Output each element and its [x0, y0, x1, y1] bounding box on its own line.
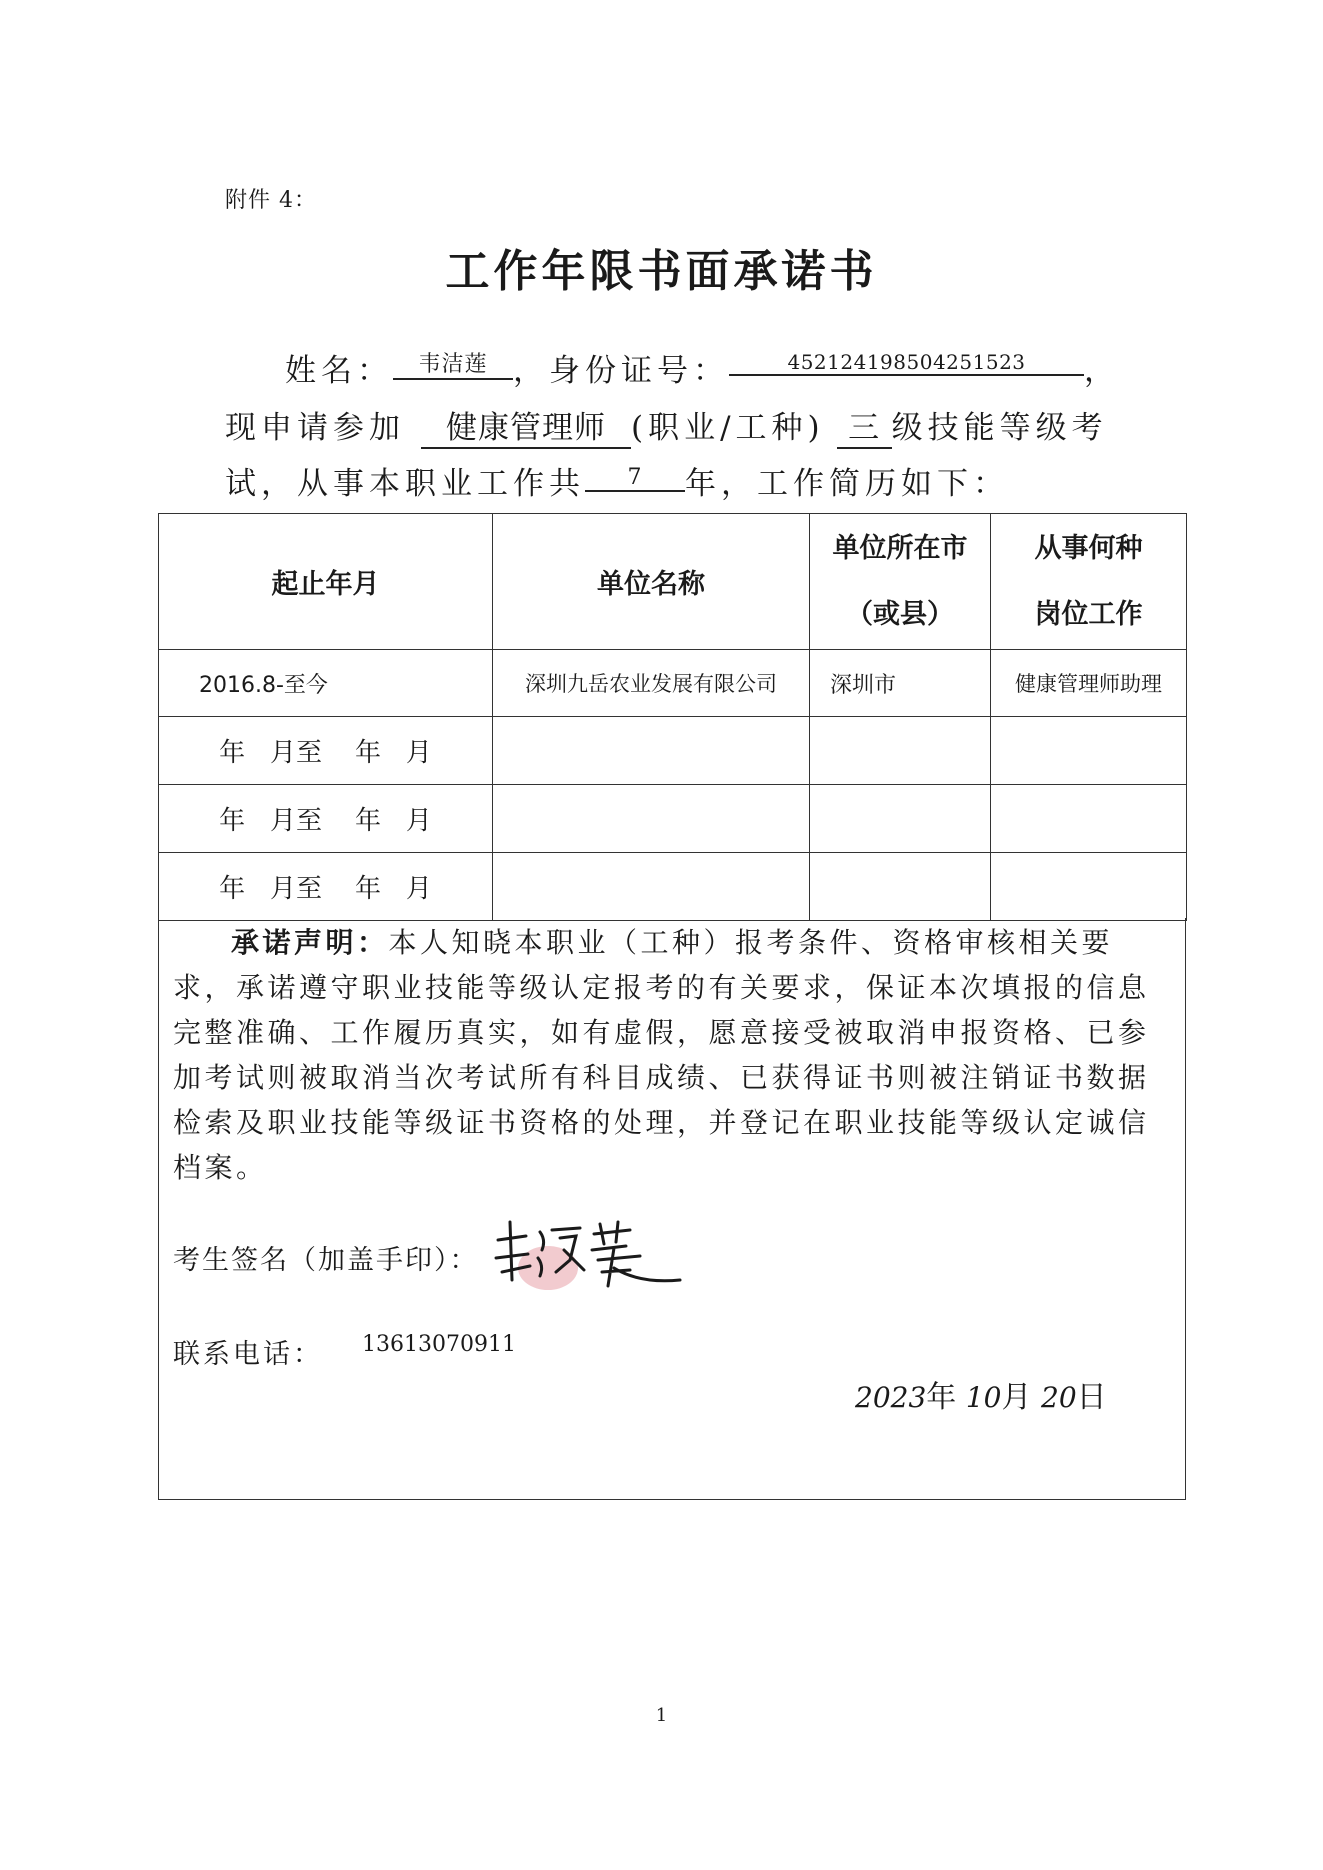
- name-value: 韦洁莲: [418, 352, 488, 377]
- date-day: 20: [1041, 1381, 1077, 1414]
- cell-period[interactable]: 年 月至 年 月: [159, 717, 493, 785]
- level-suffix: 级技能等级考: [891, 410, 1108, 446]
- cell-city[interactable]: [810, 853, 991, 921]
- years-field[interactable]: [585, 465, 685, 492]
- name-field[interactable]: [393, 347, 513, 380]
- form-line-occupation: [225, 402, 1108, 449]
- cell-company[interactable]: [493, 717, 810, 785]
- occupation-suffix: (职业/工种): [631, 410, 825, 446]
- header-period: 起止年月: [159, 514, 493, 650]
- header-company: 单位名称: [493, 514, 810, 650]
- work-history-table: [158, 513, 1187, 921]
- table-header-row: [159, 514, 1187, 650]
- cell-company[interactable]: [493, 853, 810, 921]
- id-number-field[interactable]: [729, 350, 1084, 376]
- cell-company[interactable]: 深圳九岳农业发展有限公司: [493, 650, 810, 717]
- date-month-unit: 月: [1001, 1380, 1032, 1415]
- id-number-value: 452124198504251523: [787, 350, 1026, 374]
- sign-date: [855, 1372, 1107, 1416]
- cell-position[interactable]: 健康管理师助理: [991, 650, 1187, 717]
- years-value: 7: [627, 465, 643, 490]
- level-field[interactable]: [837, 402, 892, 449]
- declaration-body: 本人知晓本职业（工种）报考条件、资格审核相关要求，承诺遵守职业技能等级认定报考的有关要求，保证本次填报的信息完整准确、工作履历真实，如有虚假，愿意接受被取消申报资格、已参加考试则被取消当次考试所有科目成绩、已获得证书则被注销证书数据检索及职业技能等级证书资格的处理，并登记在职业技能等级认定诚信档案。: [173, 926, 1150, 1184]
- id-label: ，身份证号：: [513, 353, 729, 389]
- cell-position[interactable]: [991, 853, 1187, 921]
- page-title: 工作年限书面承诺书: [445, 246, 878, 297]
- header-city-line2: （或县）: [846, 598, 954, 630]
- id-end-comma: ，: [1084, 353, 1120, 389]
- cell-city[interactable]: [810, 785, 991, 853]
- signature-label: 考生签名（加盖手印）：: [173, 1245, 479, 1276]
- handwritten-signature: [490, 1210, 690, 1304]
- page-number: 1: [655, 1705, 668, 1726]
- date-year-unit: 年: [926, 1380, 957, 1415]
- cell-position[interactable]: [991, 717, 1187, 785]
- occupation-value: 健康管理师: [446, 410, 606, 446]
- level-value: 三: [848, 410, 881, 446]
- header-position: [991, 514, 1187, 650]
- cell-period[interactable]: 年 月至 年 月: [159, 853, 493, 921]
- table-row: [159, 853, 1187, 921]
- cell-period[interactable]: 2016.8-至今: [159, 650, 493, 717]
- form-line-years: [225, 458, 1009, 503]
- attachment-label: 附件 4：: [225, 188, 317, 213]
- cell-company[interactable]: [493, 785, 810, 853]
- header-city-line1: 单位所在市: [832, 532, 968, 564]
- cell-position[interactable]: [991, 785, 1187, 853]
- signature-drawing: [490, 1210, 690, 1300]
- declaration-text: [173, 920, 1173, 1190]
- header-position-line2: 岗位工作: [1034, 598, 1143, 630]
- table-row: [159, 785, 1187, 853]
- years-prefix: 试，从事本职业工作共: [225, 466, 585, 502]
- phone-number[interactable]: 13613070911: [362, 1332, 516, 1357]
- name-label: 姓名：: [285, 353, 393, 389]
- cell-city[interactable]: [810, 717, 991, 785]
- date-month: 10: [965, 1381, 1002, 1414]
- apply-prefix: 现申请参加: [225, 410, 405, 446]
- cell-city[interactable]: 深圳市: [810, 650, 991, 717]
- occupation-field[interactable]: [421, 402, 631, 449]
- date-year: 2023: [855, 1381, 927, 1414]
- table-row: [159, 650, 1187, 717]
- cell-period[interactable]: 年 月至 年 月: [159, 785, 493, 853]
- form-line-name: [285, 345, 1120, 390]
- years-suffix: 年，工作简历如下：: [685, 466, 1009, 502]
- date-day-unit: 日: [1076, 1380, 1107, 1415]
- phone-label: 联系电话：: [173, 1339, 323, 1370]
- declaration-heading: 承诺声明：: [231, 926, 389, 959]
- header-position-line1: 从事何种: [1034, 532, 1143, 564]
- header-city: [810, 514, 991, 650]
- table-row: [159, 717, 1187, 785]
